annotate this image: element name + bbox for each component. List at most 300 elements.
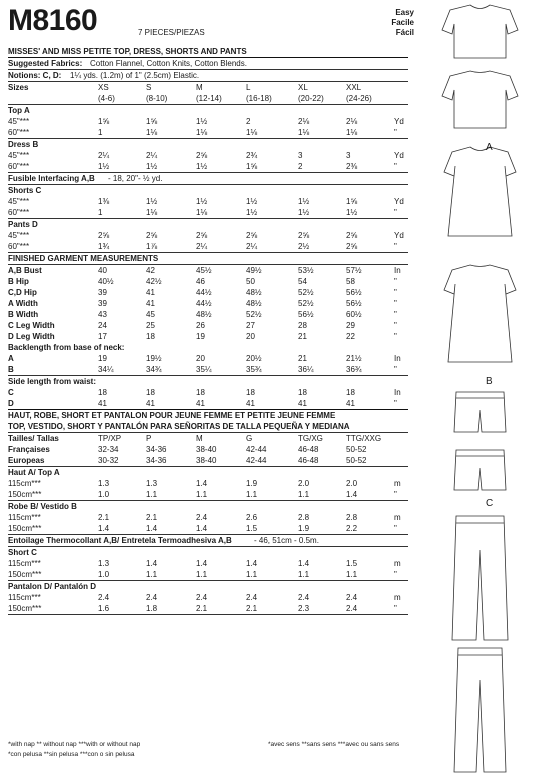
size-range: 42-44 bbox=[246, 445, 267, 454]
value-cell: 1.6 bbox=[98, 604, 110, 613]
unit-cell: " bbox=[394, 288, 397, 297]
value-cell: 52½ bbox=[246, 310, 262, 319]
finished-title: FINISHED GARMENT MEASUREMENTS bbox=[8, 254, 159, 263]
value-cell: 52½ bbox=[298, 299, 314, 308]
measure-label: A Width bbox=[8, 299, 38, 308]
value-cell: 35¾ bbox=[246, 365, 262, 374]
value-cell: 56½ bbox=[298, 310, 314, 319]
figure-label-a: A bbox=[486, 142, 493, 153]
nap-legend-en: *with nap ** without nap ***with or without nap bbox=[8, 741, 141, 748]
value-cell: 1.0 bbox=[98, 490, 110, 499]
value-cell: 1.4 bbox=[196, 524, 208, 533]
value-cell: 43 bbox=[98, 310, 107, 319]
row-label: 60"*** bbox=[8, 162, 30, 171]
chart-row bbox=[8, 298, 408, 309]
value-cell: 2⅝ bbox=[346, 231, 358, 240]
measure-label: B bbox=[8, 365, 14, 374]
chart-row bbox=[8, 139, 408, 150]
value-cell: 2⅜ bbox=[346, 162, 358, 171]
value-cell: 41 bbox=[246, 399, 255, 408]
chart-row bbox=[8, 410, 408, 421]
value-cell: 22 bbox=[346, 332, 355, 341]
figure-label-c: C bbox=[486, 498, 494, 509]
chart-row bbox=[8, 320, 408, 331]
value-cell: 1.0 bbox=[98, 570, 110, 579]
value-cell: 1⅝ bbox=[98, 117, 110, 126]
unit-cell: " bbox=[394, 604, 397, 613]
chart-row bbox=[8, 444, 408, 455]
group-inline: - 18, 20"- ½ yd. bbox=[108, 174, 163, 183]
value-cell: 1⅛ bbox=[246, 128, 258, 137]
value-cell: 1½ bbox=[196, 162, 208, 171]
pants-d-back-sketch bbox=[454, 648, 506, 772]
size-letter: G bbox=[246, 434, 253, 443]
unit-cell: " bbox=[394, 570, 397, 579]
measure-label: A bbox=[8, 354, 14, 363]
value-cell: 52½ bbox=[298, 288, 314, 297]
value-cell: 1.8 bbox=[146, 604, 158, 613]
value-cell: 1⅜ bbox=[98, 197, 110, 206]
value-cell: 40½ bbox=[98, 277, 114, 286]
size-range: 46-48 bbox=[298, 445, 319, 454]
chart-row bbox=[8, 265, 408, 276]
value-cell: 3 bbox=[298, 151, 303, 160]
group-title: Entoilage Thermocollant A,B/ Entretela Termoadhesiva A,B bbox=[8, 536, 232, 545]
size-range: 50-52 bbox=[346, 456, 367, 465]
value-cell: 39 bbox=[98, 288, 107, 297]
value-cell: 1⅞ bbox=[146, 242, 158, 251]
row-label: 115cm*** bbox=[8, 593, 41, 602]
chart-row bbox=[8, 569, 408, 581]
value-cell: 1⅛ bbox=[346, 128, 358, 137]
size-letter: P bbox=[146, 434, 152, 443]
size-range: 42-44 bbox=[246, 456, 267, 465]
size-range: (16-18) bbox=[246, 94, 272, 103]
value-cell: 2.2 bbox=[346, 524, 358, 533]
value-cell: 41 bbox=[98, 399, 107, 408]
chart-row bbox=[8, 58, 408, 70]
size-range: 34-36 bbox=[146, 456, 167, 465]
chart-row bbox=[8, 376, 408, 387]
value-cell: 1⅛ bbox=[146, 128, 158, 137]
unit-cell: " bbox=[394, 332, 397, 341]
value-cell: 2.0 bbox=[346, 479, 358, 488]
value-cell: 34¾ bbox=[146, 365, 162, 374]
chart-row bbox=[8, 185, 408, 196]
value-cell: 1.1 bbox=[346, 570, 358, 579]
chart-row bbox=[8, 93, 408, 105]
unit-cell: " bbox=[394, 162, 397, 171]
chart-row bbox=[8, 116, 408, 127]
value-cell: 29 bbox=[346, 321, 355, 330]
value-cell: 1.4 bbox=[146, 559, 158, 568]
value-cell: 1.9 bbox=[246, 479, 258, 488]
value-cell: 39 bbox=[98, 299, 107, 308]
value-cell: 45½ bbox=[196, 266, 212, 275]
size-range: (4-6) bbox=[98, 94, 115, 103]
value-cell: 40 bbox=[98, 266, 107, 275]
chart-row bbox=[8, 592, 408, 603]
chart-row bbox=[8, 70, 408, 82]
row-label: 115cm*** bbox=[8, 559, 41, 568]
row-label: 150cm*** bbox=[8, 604, 42, 613]
value-cell: 19 bbox=[98, 354, 107, 363]
group-title: Haut A/ Top A bbox=[8, 468, 60, 477]
group-title: Fusible Interfacing A,B bbox=[8, 174, 95, 183]
value-cell: 36¾ bbox=[346, 365, 362, 374]
size-range: 32-34 bbox=[98, 445, 119, 454]
value-cell: 1⅛ bbox=[298, 128, 310, 137]
size-range: 38-40 bbox=[196, 456, 217, 465]
chart-row bbox=[8, 467, 408, 478]
row-label: 60"*** bbox=[8, 242, 30, 251]
value-cell: 1.4 bbox=[346, 490, 358, 499]
chart-row bbox=[8, 241, 408, 253]
value-cell: 50 bbox=[246, 277, 255, 286]
unit-cell: " bbox=[394, 310, 397, 319]
value-cell: 18 bbox=[98, 388, 107, 397]
value-cell: 2⅝ bbox=[196, 231, 208, 240]
value-cell: 1.3 bbox=[98, 479, 110, 488]
size-range: 30-32 bbox=[98, 456, 119, 465]
group-title: Robe B/ Vestido B bbox=[8, 502, 77, 511]
size-letter: S bbox=[146, 83, 152, 92]
group-title: Pants D bbox=[8, 220, 38, 229]
value-cell: 2⅝ bbox=[298, 231, 310, 240]
value-cell: 2.4 bbox=[196, 593, 208, 602]
fabrics-text: Cotton Flannel, Cotton Knits, Cotton Blends. bbox=[90, 59, 247, 68]
value-cell: 45 bbox=[146, 310, 155, 319]
value-cell: 20½ bbox=[246, 354, 262, 363]
value-cell: 21½ bbox=[346, 354, 362, 363]
value-cell: 1.4 bbox=[146, 524, 158, 533]
size-letter: TG/XG bbox=[298, 434, 323, 443]
value-cell: 1½ bbox=[246, 208, 258, 217]
value-cell: 2.4 bbox=[196, 513, 208, 522]
value-cell: 2.1 bbox=[146, 513, 158, 522]
size-range: 34-36 bbox=[146, 445, 167, 454]
value-cell: 1 bbox=[98, 208, 103, 217]
unit-cell: " bbox=[394, 524, 397, 533]
value-cell: 54 bbox=[298, 277, 307, 286]
value-cell: 2.4 bbox=[298, 593, 310, 602]
chart-row bbox=[8, 581, 408, 592]
value-cell: 1½ bbox=[146, 197, 158, 206]
value-cell: 44½ bbox=[196, 299, 212, 308]
size-range: 38-40 bbox=[196, 445, 217, 454]
value-cell: 2¾ bbox=[246, 151, 258, 160]
unit-cell: " bbox=[394, 242, 397, 251]
chart-row bbox=[8, 230, 408, 241]
value-cell: 1.3 bbox=[146, 479, 158, 488]
chart-row bbox=[8, 455, 408, 467]
value-cell: 1.9 bbox=[298, 524, 310, 533]
top-a-front-sketch bbox=[442, 5, 518, 58]
value-cell: 2.6 bbox=[246, 513, 258, 522]
value-cell: 21 bbox=[298, 332, 307, 341]
pattern-title: MISSES' AND MISS PETITE TOP, DRESS, SHORTS AND PANTS bbox=[8, 47, 247, 56]
value-cell: 41 bbox=[196, 399, 205, 408]
value-cell: 27 bbox=[246, 321, 255, 330]
value-cell: 2¼ bbox=[196, 242, 208, 251]
value-cell: 18 bbox=[246, 388, 255, 397]
value-cell: 1½ bbox=[298, 197, 310, 206]
unit-cell: " bbox=[394, 277, 397, 286]
value-cell: 18 bbox=[146, 332, 155, 341]
value-cell: 1½ bbox=[196, 117, 208, 126]
value-cell: 1½ bbox=[346, 208, 358, 217]
backlength-title: Backlength from base of neck: bbox=[8, 343, 125, 352]
value-cell: 2¼ bbox=[146, 151, 158, 160]
top-a-back-sketch bbox=[442, 71, 518, 128]
value-cell: 1.4 bbox=[98, 524, 110, 533]
row-label: 150cm*** bbox=[8, 524, 42, 533]
size-range: 50-52 bbox=[346, 445, 367, 454]
value-cell: 1.1 bbox=[146, 490, 158, 499]
value-cell: 2⅛ bbox=[346, 117, 358, 126]
chart-row bbox=[8, 547, 408, 558]
group-title: Top A bbox=[8, 106, 30, 115]
notions-text: 1¼ yds. (1.2m) of 1" (2.5cm) Elastic. bbox=[70, 71, 200, 80]
size-range: (12-14) bbox=[196, 94, 222, 103]
french-title: HAUT, ROBE, SHORT ET PANTALON POUR JEUNE FEMME ET PETITE JEUNE FEMME bbox=[8, 411, 336, 420]
value-cell: 44½ bbox=[196, 288, 212, 297]
value-cell: 41 bbox=[146, 288, 155, 297]
value-cell: 41 bbox=[146, 299, 155, 308]
piece-count: 7 PIECES/PIEZAS bbox=[138, 28, 205, 37]
chart-row bbox=[8, 535, 408, 547]
chart-row bbox=[8, 82, 408, 93]
chart-row bbox=[8, 421, 408, 433]
chart-row bbox=[8, 512, 408, 523]
unit-cell: Yd bbox=[394, 197, 404, 206]
value-cell: 2⅛ bbox=[298, 117, 310, 126]
sidelength-title: Side length from waist: bbox=[8, 377, 97, 386]
unit-cell: " bbox=[394, 365, 397, 374]
chart-row bbox=[8, 433, 408, 444]
value-cell: 2.1 bbox=[98, 513, 110, 522]
value-cell: 1⅝ bbox=[346, 197, 358, 206]
dress-b-front-sketch bbox=[444, 147, 516, 236]
value-cell: 18 bbox=[196, 388, 205, 397]
row-label: 45"*** bbox=[8, 151, 30, 160]
value-cell: 19½ bbox=[146, 354, 162, 363]
chart-row bbox=[8, 478, 408, 489]
chart-row bbox=[8, 398, 408, 410]
value-cell: 2 bbox=[246, 117, 251, 126]
size-letter: XS bbox=[98, 83, 109, 92]
size-letter: M bbox=[196, 434, 203, 443]
value-cell: 56½ bbox=[346, 299, 362, 308]
value-cell: 2.4 bbox=[98, 593, 110, 602]
chart-row bbox=[8, 276, 408, 287]
unit-cell: m bbox=[394, 479, 401, 488]
group-title: Shorts C bbox=[8, 186, 42, 195]
value-cell: 1⅝ bbox=[146, 117, 158, 126]
unit-cell: Yd bbox=[394, 231, 404, 240]
size-range: 46-48 bbox=[298, 456, 319, 465]
value-cell: 1¾ bbox=[98, 242, 110, 251]
size-range: (24-26) bbox=[346, 94, 372, 103]
unit-cell: m bbox=[394, 593, 401, 602]
chart-row bbox=[8, 489, 408, 501]
value-cell: 2.4 bbox=[246, 593, 258, 602]
value-cell: 1⅛ bbox=[196, 208, 208, 217]
chart-row bbox=[8, 105, 408, 116]
row-label: 45"*** bbox=[8, 231, 30, 240]
value-cell: 1.4 bbox=[298, 559, 310, 568]
nap-legend-es: *con pelusa **sin pelusa ***con o sin pelusa bbox=[8, 751, 135, 758]
notions-label: Notions: C, D: bbox=[8, 71, 62, 80]
value-cell: 1.1 bbox=[298, 490, 310, 499]
unit-cell: " bbox=[394, 208, 397, 217]
chart-row bbox=[8, 309, 408, 320]
measure-label: D bbox=[8, 399, 14, 408]
size-range: (20-22) bbox=[298, 94, 324, 103]
value-cell: 2⅝ bbox=[246, 231, 258, 240]
chart-row bbox=[8, 46, 408, 58]
sizes-label: Sizes bbox=[8, 83, 29, 92]
row-label: 115cm*** bbox=[8, 479, 41, 488]
value-cell: 35¼ bbox=[196, 365, 212, 374]
value-cell: 1.1 bbox=[196, 490, 208, 499]
value-cell: 1 bbox=[98, 128, 103, 137]
row-label: 45"*** bbox=[8, 117, 30, 126]
chart-row bbox=[8, 523, 408, 535]
value-cell: 2.4 bbox=[346, 593, 358, 602]
measure-label: C bbox=[8, 388, 14, 397]
difficulty-en: Easy bbox=[395, 8, 414, 17]
group-title: Pantalon D/ Pantalón D bbox=[8, 582, 97, 591]
difficulty-fr: Facile bbox=[391, 18, 414, 27]
unit-cell: Yd bbox=[394, 151, 404, 160]
value-cell: 19 bbox=[196, 332, 205, 341]
value-cell: 1.1 bbox=[196, 570, 208, 579]
value-cell: 20 bbox=[246, 332, 255, 341]
size-range: (8-10) bbox=[146, 94, 168, 103]
value-cell: 48½ bbox=[246, 299, 262, 308]
value-cell: 21 bbox=[298, 354, 307, 363]
garment-sketches bbox=[420, 0, 538, 779]
row-label: 150cm*** bbox=[8, 490, 42, 499]
value-cell: 46 bbox=[196, 277, 205, 286]
value-cell: 2.4 bbox=[346, 604, 358, 613]
measure-label: A,B Bust bbox=[8, 266, 42, 275]
measure-label: D Leg Width bbox=[8, 332, 55, 341]
value-cell: 42½ bbox=[146, 277, 162, 286]
size-letter: XL bbox=[298, 83, 308, 92]
chart-row bbox=[8, 196, 408, 207]
value-cell: 1.1 bbox=[298, 570, 310, 579]
unit-cell: " bbox=[394, 299, 397, 308]
value-cell: 1.4 bbox=[246, 559, 258, 568]
unit-cell: " bbox=[394, 490, 397, 499]
value-cell: 60½ bbox=[346, 310, 362, 319]
group-inline: - 46, 51cm - 0.5m. bbox=[254, 536, 319, 545]
dress-b-back-sketch bbox=[444, 265, 516, 362]
value-cell: 3 bbox=[346, 151, 351, 160]
value-cell: 53½ bbox=[298, 266, 314, 275]
chart-row bbox=[8, 353, 408, 364]
unit-cell: Yd bbox=[394, 117, 404, 126]
pants-d-front-sketch bbox=[452, 516, 508, 640]
sketch-svg bbox=[420, 0, 538, 779]
size-letter: M bbox=[196, 83, 203, 92]
value-cell: 56½ bbox=[346, 288, 362, 297]
value-cell: 1.5 bbox=[246, 524, 258, 533]
value-cell: 2⅝ bbox=[196, 151, 208, 160]
metric-sizes-label: Tailles/ Tallas bbox=[8, 434, 59, 443]
size-letter: TTG/XXG bbox=[346, 434, 382, 443]
value-cell: 1.3 bbox=[98, 559, 110, 568]
value-cell: 1⅝ bbox=[246, 162, 258, 171]
value-cell: 41 bbox=[346, 399, 355, 408]
chart-row bbox=[8, 603, 408, 615]
group-title: Short C bbox=[8, 548, 37, 557]
value-cell: 1.1 bbox=[246, 490, 258, 499]
row-label: 60"*** bbox=[8, 128, 30, 137]
value-cell: 2⅝ bbox=[146, 231, 158, 240]
row-label: 150cm*** bbox=[8, 570, 42, 579]
value-cell: 1.5 bbox=[346, 559, 358, 568]
value-cell: 57½ bbox=[346, 266, 362, 275]
value-cell: 2.4 bbox=[146, 593, 158, 602]
size-letter: L bbox=[246, 83, 251, 92]
unit-cell: " bbox=[394, 321, 397, 330]
value-cell: 2½ bbox=[298, 242, 310, 251]
value-cell: 25 bbox=[146, 321, 155, 330]
value-cell: 18 bbox=[346, 388, 355, 397]
value-cell: 2.3 bbox=[298, 604, 310, 613]
chart-row bbox=[8, 161, 408, 173]
chart-row bbox=[8, 253, 408, 265]
chart-row bbox=[8, 287, 408, 298]
fabrics-label: Suggested Fabrics: bbox=[8, 59, 83, 68]
value-cell: 2⅝ bbox=[98, 231, 110, 240]
chart-row bbox=[8, 342, 408, 353]
chart-row bbox=[8, 501, 408, 512]
row-label: 115cm*** bbox=[8, 513, 41, 522]
value-cell: 49½ bbox=[246, 266, 262, 275]
value-cell: 36¼ bbox=[298, 365, 314, 374]
eu-sizes-label: Europeas bbox=[8, 456, 45, 465]
value-cell: 2¼ bbox=[98, 151, 110, 160]
value-cell: 2.8 bbox=[346, 513, 358, 522]
value-cell: 2.8 bbox=[298, 513, 310, 522]
value-cell: 18 bbox=[146, 388, 155, 397]
unit-cell: m bbox=[394, 513, 401, 522]
value-cell: 2.1 bbox=[246, 604, 258, 613]
measure-label: B Hip bbox=[8, 277, 29, 286]
nap-legend-fr: *avec sens **sans sens ***avec ou sans sens bbox=[268, 741, 400, 748]
value-cell: 1½ bbox=[298, 208, 310, 217]
unit-cell: In bbox=[394, 354, 401, 363]
unit-cell: In bbox=[394, 266, 401, 275]
value-cell: 28 bbox=[298, 321, 307, 330]
unit-cell: In bbox=[394, 388, 401, 397]
yardage-rows bbox=[8, 46, 408, 615]
value-cell: 48½ bbox=[196, 310, 212, 319]
chart-row bbox=[8, 331, 408, 342]
value-cell: 48½ bbox=[246, 288, 262, 297]
row-label: 45"*** bbox=[8, 197, 30, 206]
value-cell: 41 bbox=[146, 399, 155, 408]
measure-label: C Leg Width bbox=[8, 321, 55, 330]
unit-cell: " bbox=[394, 399, 397, 408]
difficulty-label bbox=[374, 8, 414, 38]
value-cell: 34¼ bbox=[98, 365, 114, 374]
chart-row bbox=[8, 219, 408, 230]
